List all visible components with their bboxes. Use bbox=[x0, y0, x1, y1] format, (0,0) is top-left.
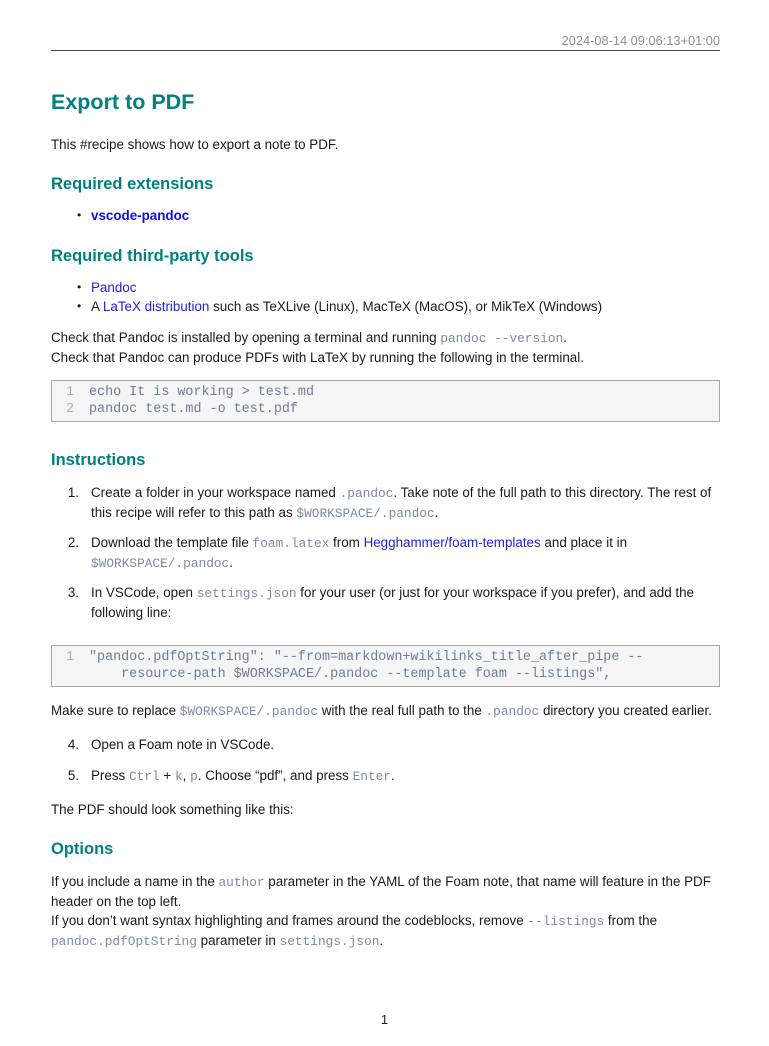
code-text: echo It is working > test.md bbox=[89, 385, 314, 400]
terminal-code-block bbox=[51, 380, 720, 422]
text-run: parameter in the YAML of the Foam note, that name will feature in the PDF header on the top left. bbox=[51, 874, 711, 909]
text-run: In VSCode, open bbox=[91, 585, 197, 600]
bullet-icon: • bbox=[77, 280, 82, 294]
text-run: Check that Pandoc is installed by opening a terminal and running bbox=[51, 330, 441, 345]
step-text bbox=[91, 533, 720, 573]
instruction-step-2 bbox=[51, 533, 720, 573]
text-run: foam.latex bbox=[252, 536, 330, 551]
section-heading-required-extensions: Required extensions bbox=[51, 175, 214, 193]
intro-paragraph bbox=[51, 135, 720, 154]
section-heading-instructions: Instructions bbox=[51, 451, 146, 469]
section-heading-required-tools: Required third-party tools bbox=[51, 247, 254, 265]
text-link[interactable]: LaTeX distribution bbox=[102, 299, 210, 314]
text-run: . bbox=[229, 555, 233, 570]
code-line bbox=[58, 649, 713, 666]
text-run: .pandoc bbox=[339, 486, 394, 501]
options-line-2 bbox=[51, 911, 720, 951]
text-run: Make sure to replace bbox=[51, 703, 180, 718]
text-run: author bbox=[218, 875, 265, 890]
instruction-step-5 bbox=[51, 766, 720, 786]
text-run: The PDF should look something like this: bbox=[51, 802, 294, 817]
code-line bbox=[58, 666, 713, 683]
step-text bbox=[91, 483, 720, 523]
text-run: parameter in bbox=[196, 933, 280, 948]
replace-note-paragraph bbox=[51, 701, 720, 721]
text-run: Enter bbox=[352, 769, 391, 784]
code-line bbox=[58, 401, 713, 418]
check-pandoc-paragraph bbox=[51, 328, 720, 367]
text-run: . bbox=[563, 330, 567, 345]
check-pandoc-line-2 bbox=[51, 348, 720, 367]
text-run: .pandoc bbox=[485, 704, 540, 719]
instruction-step-3 bbox=[51, 583, 720, 622]
section-heading-options: Options bbox=[51, 840, 114, 858]
text-run: If you don’t want syntax highlighting and frames around the codeblocks, remove bbox=[51, 913, 528, 928]
code-line bbox=[58, 384, 713, 401]
text-run: $WORKSPACE bbox=[91, 556, 168, 571]
text-link[interactable]: Hegghammer/foam-templates bbox=[363, 535, 541, 550]
pdf-preview-paragraph bbox=[51, 800, 720, 819]
code-text: pandoc test.md -o test.pdf bbox=[89, 402, 298, 417]
list-item-text bbox=[91, 206, 720, 225]
step-number: 4. bbox=[67, 737, 79, 752]
text-run: Download the template file bbox=[91, 535, 253, 550]
text-link[interactable]: vscode-pandoc bbox=[91, 208, 190, 223]
text-run: $WORKSPACE/.pandoc bbox=[296, 506, 435, 521]
list-item bbox=[51, 278, 720, 297]
step-text bbox=[91, 766, 720, 786]
step-text bbox=[91, 735, 720, 754]
check-pandoc-line-1 bbox=[51, 328, 720, 348]
instruction-step-1 bbox=[51, 483, 720, 523]
page-title: Export to PDF bbox=[51, 90, 195, 114]
text-run: pandoc --version bbox=[440, 331, 564, 346]
step-number: 1. bbox=[67, 485, 79, 500]
text-run: with the real full path to the bbox=[318, 703, 486, 718]
bullet-icon: • bbox=[77, 208, 82, 222]
options-line-1 bbox=[51, 872, 720, 911]
step-number: 3. bbox=[67, 585, 79, 600]
text-run: Check that Pandoc can produce PDFs with LaTeX by running the following in the terminal. bbox=[51, 350, 584, 365]
text-run: and place it in bbox=[540, 535, 628, 550]
text-run: settings.json bbox=[196, 586, 297, 601]
line-number: 1 bbox=[65, 650, 74, 665]
bullet-icon: • bbox=[77, 299, 82, 313]
text-run: for your user (or just for your workspace if you prefer), and add the following line: bbox=[91, 585, 694, 620]
list-item bbox=[51, 297, 720, 316]
settings-code-block bbox=[51, 645, 720, 687]
text-run: Ctrl bbox=[128, 769, 160, 784]
text-run: . bbox=[379, 933, 384, 948]
step-text bbox=[91, 583, 720, 622]
list-item bbox=[51, 206, 720, 225]
header-rule bbox=[51, 50, 720, 51]
code-text: "pandoc.pdfOptString": "--from=markdown+wikilinks_title_after_pipe -- bbox=[89, 650, 644, 665]
list-item-text bbox=[91, 278, 720, 297]
line-number bbox=[58, 666, 74, 683]
text-run: Create a folder in your workspace named bbox=[91, 485, 340, 500]
text-run: . bbox=[391, 768, 395, 783]
text-run: Press bbox=[91, 768, 129, 783]
text-run: . Choose “pdf”, and press bbox=[197, 768, 353, 783]
header-timestamp: 2024-08-14 09:06:13+01:00 bbox=[561, 33, 720, 48]
text-run: $WORKSPACE/.pandoc bbox=[179, 704, 318, 719]
code-text: resource-path $WORKSPACE/.pandoc --template foam --listings", bbox=[89, 667, 612, 682]
step-number: 5. bbox=[67, 768, 79, 783]
text-run: p bbox=[190, 769, 198, 784]
text-run: Open a Foam note in VSCode. bbox=[91, 737, 275, 752]
line-number: 2 bbox=[65, 402, 74, 417]
line-number: 1 bbox=[65, 385, 74, 400]
text-run: A bbox=[91, 299, 103, 314]
page-number: 1 bbox=[380, 1012, 389, 1027]
text-run: such as TeXLive (Linux), MacTeX (MacOS), or MikTeX (Windows) bbox=[209, 299, 603, 314]
text-run: from the bbox=[604, 913, 658, 928]
text-link[interactable]: Pandoc bbox=[91, 280, 137, 295]
text-run: . Take note of the full path to this directory. The rest of this recipe will refer to this path as bbox=[91, 485, 712, 520]
text-run: This #recipe shows how to export a note to PDF. bbox=[51, 137, 339, 152]
text-run: --listings bbox=[527, 914, 605, 929]
text-run: directory you created earlier. bbox=[539, 703, 712, 718]
text-run: , bbox=[182, 768, 191, 783]
text-run: . bbox=[434, 505, 439, 520]
text-run: pandoc.pdfOptString bbox=[51, 934, 197, 949]
text-run: + bbox=[159, 768, 175, 783]
text-run: k bbox=[174, 769, 183, 784]
options-paragraph bbox=[51, 872, 720, 951]
instruction-step-4 bbox=[51, 735, 720, 754]
text-run: If you include a name in the bbox=[51, 874, 219, 889]
text-run: /.pandoc bbox=[167, 556, 230, 571]
text-run: settings.json bbox=[279, 934, 380, 949]
step-number: 2. bbox=[67, 535, 79, 550]
text-run: from bbox=[329, 535, 364, 550]
list-item-text bbox=[91, 297, 720, 316]
